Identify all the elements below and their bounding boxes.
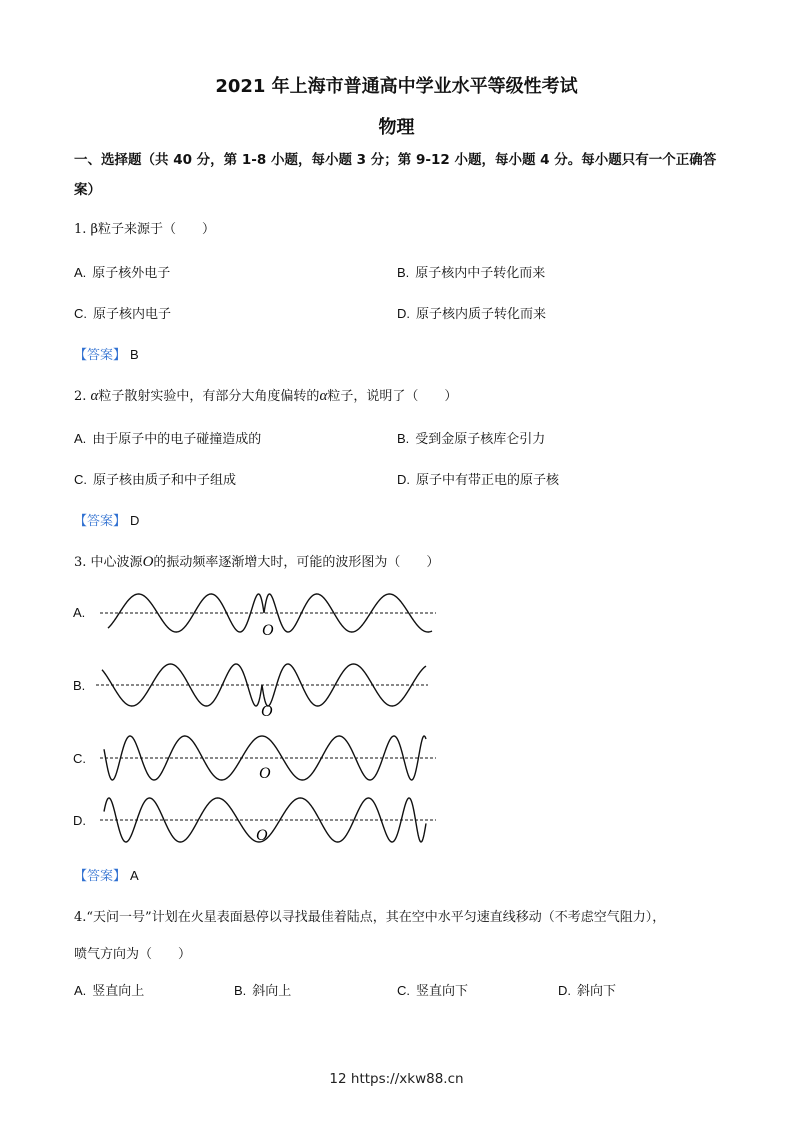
answer-value: B [130,347,139,362]
q2-option-a[interactable] [74,428,261,447]
origin-label: O [262,622,274,639]
option-text: 竖直向上 [92,984,145,999]
q3-option-d-label[interactable]: D. [73,813,86,828]
question-number: 3. [74,555,87,570]
q1-option-a[interactable] [74,262,170,281]
option-label: D. [397,472,410,487]
q4-option-c[interactable] [397,980,468,999]
option-text: 受到金原子核库仑引力 [415,432,546,447]
origin-label: O [256,827,268,844]
option-label: D. [558,983,571,998]
section-heading: 一、选择题（共 40 分，第 1-8 小题，每小题 3 分；第 9-12 小题，每小题 4 分。每小题只有一个正确答案） [74,152,717,198]
alpha-symbol: α [319,388,328,404]
answer-value: A [130,868,139,883]
option-text: 原子中有带正电的原子核 [416,473,560,488]
q1-option-d[interactable] [397,303,546,322]
stem-text: 的振动频率逐渐增大时，可能的波形图为（ ） [153,555,440,570]
option-text: 原子核内质子转化而来 [416,307,547,322]
subject-title: 物理 [378,117,415,138]
stem-text: 粒子散射实验中，有部分大角度偏转的 [98,389,320,404]
q3-option-b-wave[interactable] [92,656,437,718]
option-text: 原子核内电子 [93,307,172,322]
q3-option-c-wave[interactable] [96,730,441,785]
answer-tag: 【答案】 [74,514,127,529]
option-label: C. [74,472,87,487]
option-text: 原子核由质子和中子组成 [93,473,237,488]
option-text: 斜向下 [577,984,617,999]
option-label: B. [234,983,247,998]
question-4-stem-line1: 4.“天问一号”计划在火星表面悬停以寻找最佳着陆点，其在空中水平匀速直线移动（不考虑空气阻力）， [74,910,666,925]
origin-label: O [259,765,271,782]
question-2-stem [74,385,457,405]
page-footer: 12 https://xkw88.cn [329,1071,464,1087]
option-label: A. [74,265,87,280]
answer-tag: 【答案】 [74,869,127,884]
option-label: B. [397,265,410,280]
q2-option-b[interactable] [397,428,545,447]
option-text: 竖直向下 [416,984,469,999]
q1-option-c[interactable] [74,303,171,322]
q1-option-b[interactable] [397,262,545,281]
q4-option-a[interactable] [74,980,144,999]
q4-option-d[interactable] [558,980,616,999]
q3-option-c-label[interactable]: C. [73,751,86,766]
q1-answer [74,344,139,363]
q3-option-d-wave[interactable] [96,792,441,848]
answer-tag: 【答案】 [74,348,127,363]
option-text: 由于原子中的电子碰撞造成的 [92,432,262,447]
page-title: 2021 年上海市普通高中学业水平等级性考试 [215,76,578,97]
stem-text: 中心波源 [90,555,143,570]
option-label: B. [397,431,410,446]
question-number: 2. [74,389,87,404]
q4-option-b[interactable] [234,980,291,999]
q3-answer [74,865,139,884]
alpha-symbol: α [90,388,99,404]
question-4-stem-line2: 喷气方向为（ ） [74,947,192,962]
q2-answer [74,510,139,529]
option-text: 原子核外电子 [92,266,171,281]
option-label: C. [74,306,87,321]
option-label: A. [74,983,87,998]
option-text: 原子核内中子转化而来 [415,266,546,281]
question-3-stem [74,551,439,571]
stem-text: 粒子，说明了（ ） [327,389,458,404]
q3-option-b-label[interactable]: B. [73,678,86,693]
question-1-stem: 1. β粒子来源于（ ） [74,222,216,237]
origin-symbol: O [142,554,154,570]
option-label: C. [397,983,410,998]
q3-option-a-label[interactable]: A. [73,605,86,620]
origin-label: O [261,703,273,720]
answer-value: D [130,513,140,528]
option-label: D. [397,306,410,321]
q2-option-d[interactable] [397,469,559,488]
q2-option-c[interactable] [74,469,236,488]
option-text: 斜向上 [252,984,292,999]
option-label: A. [74,431,87,446]
q3-option-a-wave[interactable] [96,585,441,643]
